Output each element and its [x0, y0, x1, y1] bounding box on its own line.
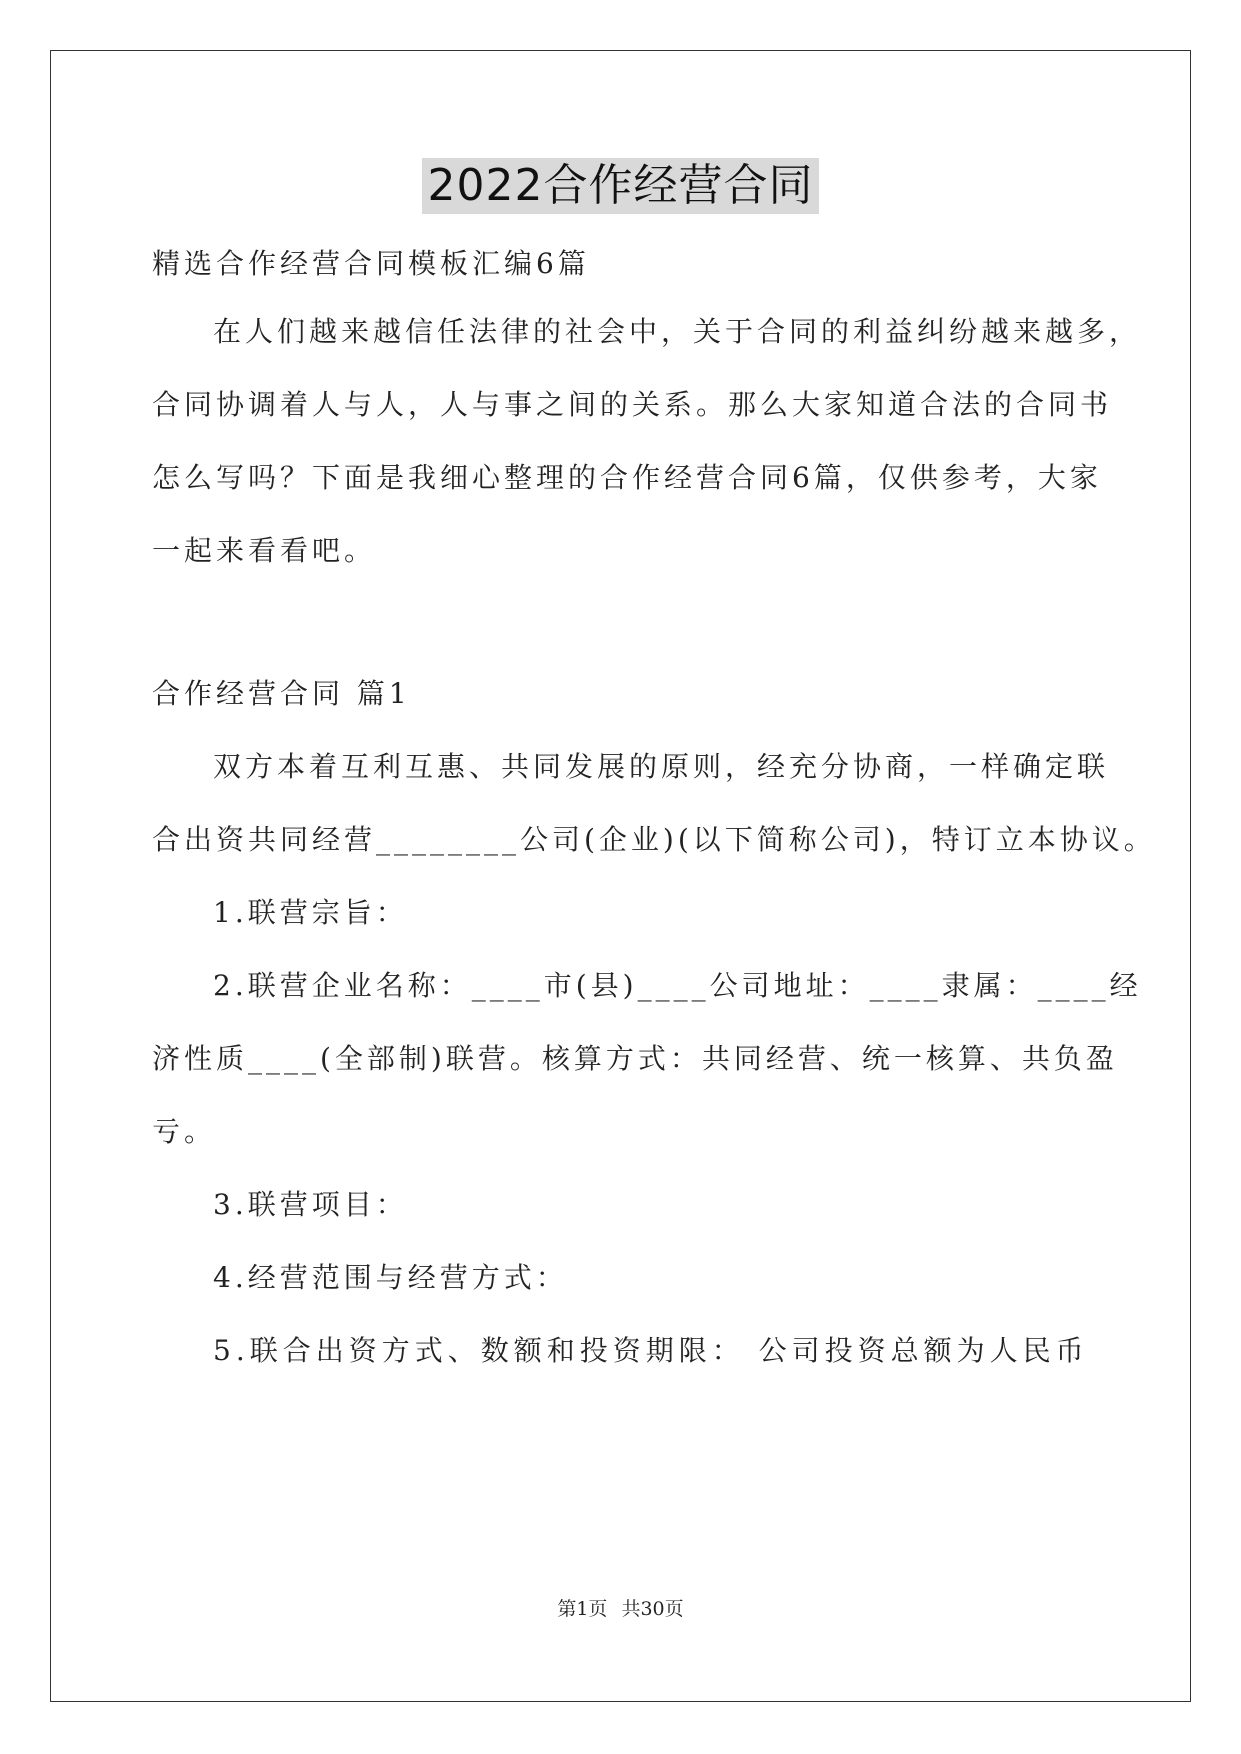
body-line-2: 合出资共同经营________公司(企业)(以下简称公司)，特订立本协议。	[152, 823, 1156, 856]
body-line-1: 双方本着互利互惠、共同发展的原则，经充分协商，一样确定联	[213, 750, 1110, 783]
document-title: 2022合作经营合同	[422, 158, 820, 214]
page-number: 第1页	[557, 1598, 608, 1620]
clause-1: 1.联营宗旨：	[213, 896, 408, 929]
intro-line-2: 合同协调着人与人，人与事之间的关系。那么大家知道合法的合同书	[152, 388, 1113, 421]
title-wrap	[0, 158, 1241, 214]
clause-5: 5.联合出资方式、数额和投资期限： 公司投资总额为人民币	[213, 1334, 1089, 1367]
subtitle-line: 精选合作经营合同模板汇编6篇	[152, 247, 590, 280]
clause-3: 3.联营项目：	[213, 1188, 408, 1221]
intro-line-4: 一起来看看吧。	[152, 534, 377, 567]
clause-2-line-1: 2.联营企业名称：____市(县)____公司地址：____隶属：____经	[213, 969, 1142, 1002]
clause-4: 4.经营范围与经营方式：	[213, 1261, 568, 1294]
intro-line-3: 怎么写吗？下面是我细心整理的合作经营合同6篇，仅供参考，大家	[152, 461, 1102, 494]
page-total: 共30页	[621, 1598, 684, 1620]
intro-line-1: 在人们越来越信任法律的社会中，关于合同的利益纠纷越来越多，	[213, 315, 1142, 348]
clause-2-line-2: 济性质____(全部制)联营。核算方式：共同经营、统一核算、共负盈	[152, 1042, 1118, 1075]
section-heading: 合作经营合同 篇1	[152, 677, 411, 710]
page-frame	[50, 50, 1191, 1702]
clause-2-line-3: 亏。	[152, 1115, 217, 1148]
page-footer	[0, 1594, 1241, 1621]
